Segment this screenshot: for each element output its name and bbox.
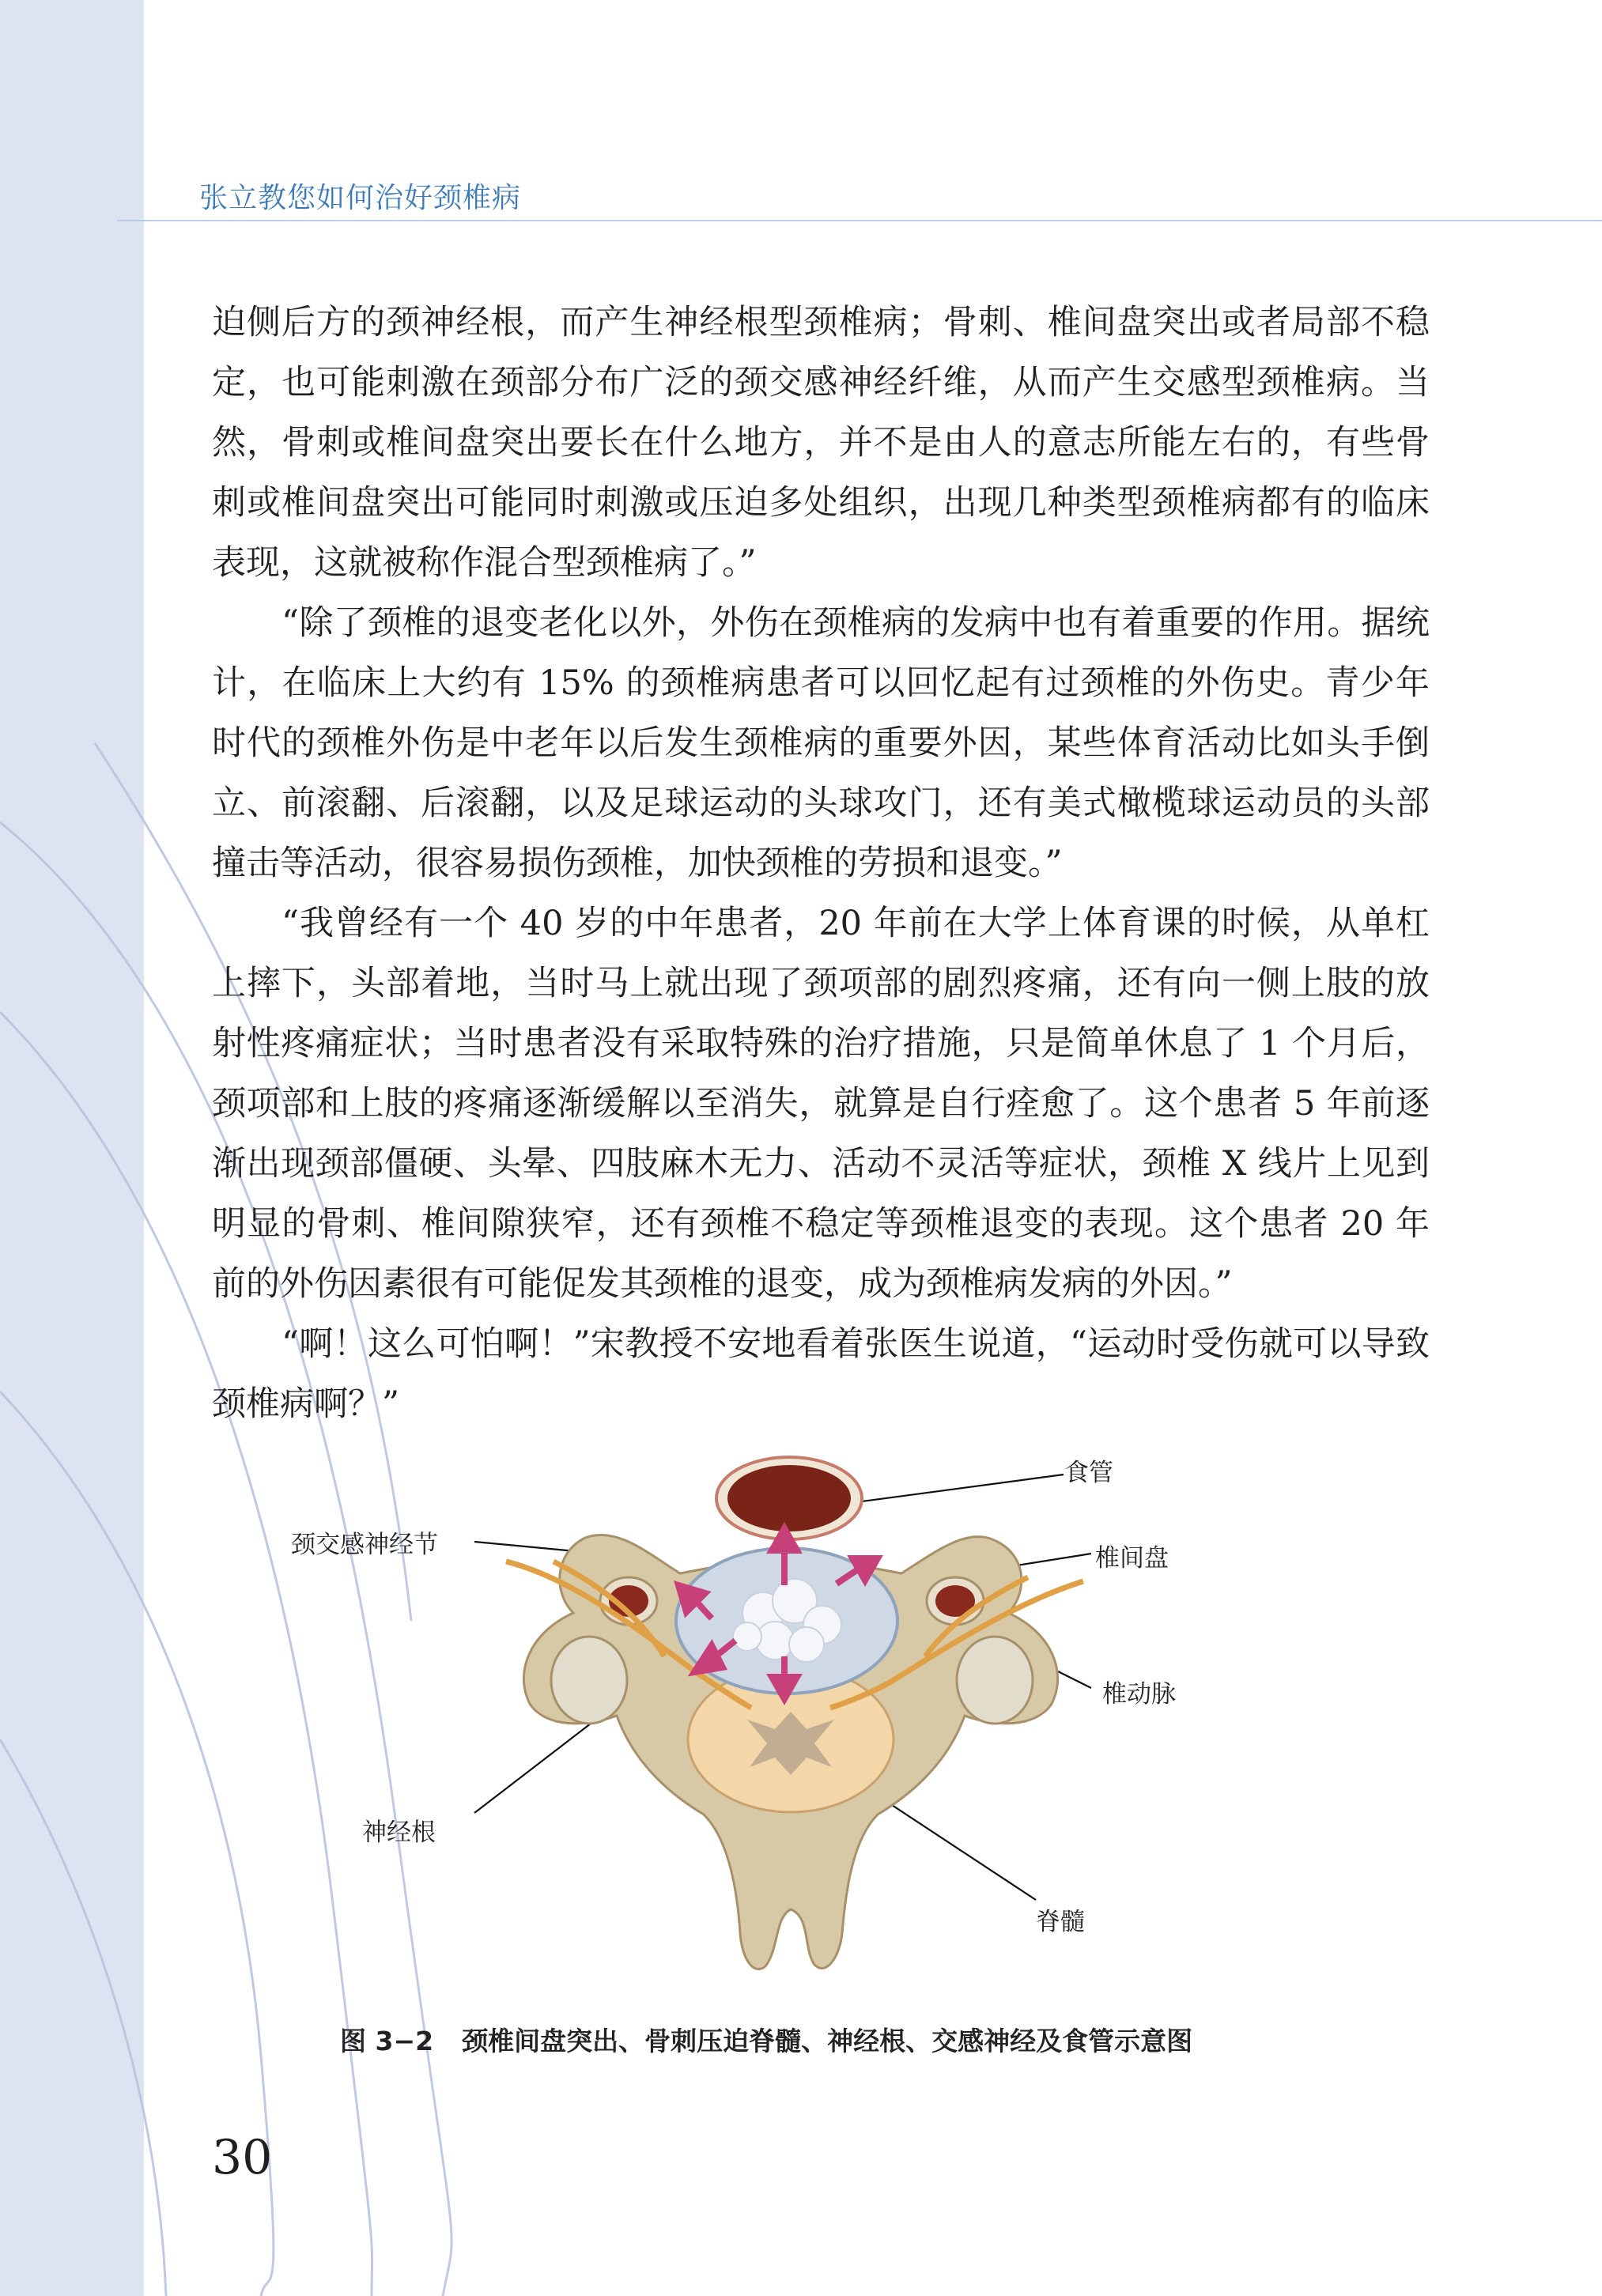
body-text (212, 293, 1430, 1434)
paragraph: “我曾经有一个 40 岁的中年患者，20 年前在大学上体育课的时候，从单杠上摔下，头部着地，当时马上就出现了颈项部的剧烈疼痛，还有向一侧上肢的放射性疼痛症状；当时患者没有采取特殊的治疗措施，只是简单休息了 1 个月后，颈项部和上肢的疼痛逐渐缓解以至消失，就算是自行痊愈了。这个患者 5 年前逐渐出现颈部僵硬、头晕、四肢麻木无力、活动不灵活等症状，颈椎 X 线片上见到明显的骨刺、椎间隙狭窄，还有颈椎不稳定等颈椎退变的表现。这个患者 20 年前的外伤因素很有可能促发其颈椎的退变，成为颈椎病发病的外因。” (212, 904, 1430, 1304)
running-header: 张立教您如何治好颈椎病 (199, 182, 522, 214)
label-esophagus: 食管 (1064, 1459, 1113, 1487)
figure-caption-text: 颈椎间盘突出、骨刺压迫脊髓、神经根、交感神经及食管示意图 (462, 2026, 1193, 2056)
label-vertebral-artery: 椎动脉 (1102, 1680, 1176, 1709)
paragraph: “除了颈椎的退变老化以外，外伤在颈椎病的发病中也有着重要的作用。据统计，在临床上大约有 15% 的颈椎病患者可以回忆起有过颈椎的外伤史。青少年时代的颈椎外伤是中老年以后发生颈椎病的重要外因，某些体育活动比如头手倒立、前滚翻、后滚翻，以及足球运动的头球攻门，还有美式橄榄球运动员的头部撞击等活动，很容易损伤颈椎，加快颈椎的劳损和退变。” (212, 603, 1430, 883)
paragraph: “啊！这么可怕啊！”宋教授不安地看着张医生说道，“运动时受伤就可以导致颈椎病啊？” (212, 1324, 1430, 1424)
header-rule (117, 220, 1602, 221)
label-nerve-root: 神经根 (362, 1818, 436, 1847)
vertebra-figure (269, 1443, 1265, 2004)
paragraph: 迫侧后方的颈神经根，而产生神经根型颈椎病；骨刺、椎间盘突出或者局部不稳定，也可能刺激在颈部分布广泛的颈交感神经纤维，从而产生交感型颈椎病。当然，骨刺或椎间盘突出要长在什么地方，并不是由人的意志所能左右的，有些骨刺或椎间盘突出可能同时刺激或压迫多处组织，出现几种类型颈椎病都有的临床表现，这就被称作混合型颈椎病了。” (212, 303, 1430, 583)
label-spinal-cord: 脊髓 (1036, 1908, 1085, 1936)
figure-caption (340, 2021, 1192, 2058)
page-number: 30 (212, 2130, 273, 2185)
label-disc: 椎间盘 (1095, 1544, 1169, 1573)
figure-number: 图 3−2 (340, 2026, 434, 2056)
label-sympathetic-ganglion: 颈交感神经节 (291, 1531, 438, 1559)
